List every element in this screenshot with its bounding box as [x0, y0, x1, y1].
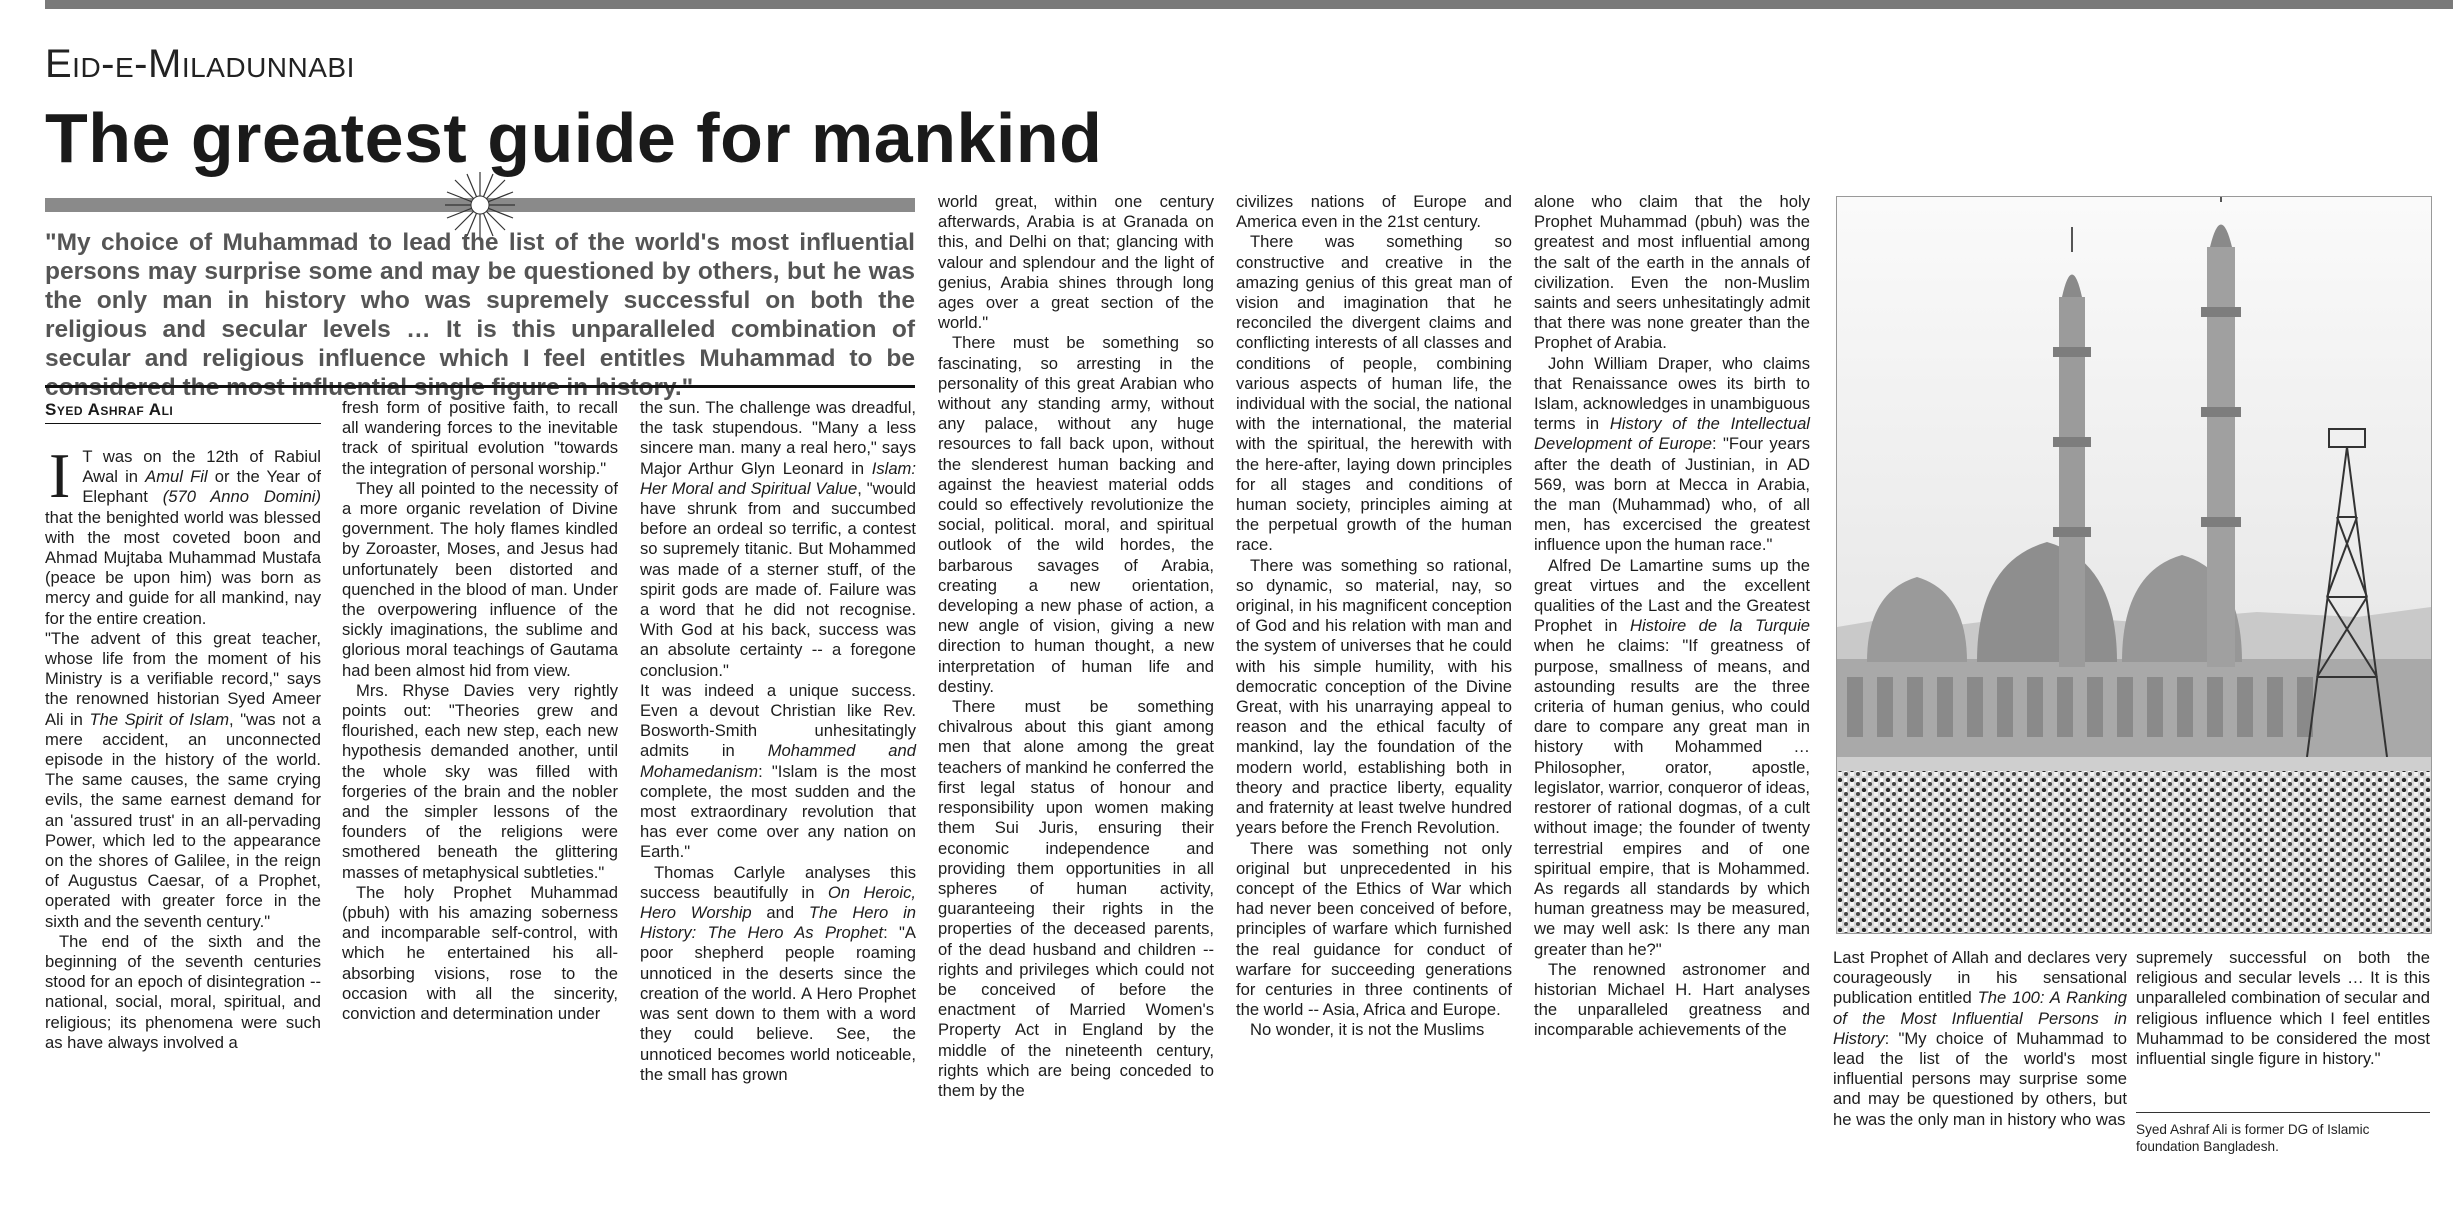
mosque-photo [1836, 196, 2432, 934]
paragraph: John William Draper, who claims that Renaissance owes its birth to Islam, acknowledges in unambiguous terms in History of the Intellectual Development of Europe: "Four years after the death of Justinian, in AD 569, was born at Mecca in Arabia, the man (Muhammad) who, of all men, has excercised the greatest influence upon the human race." [1534, 353, 1811, 555]
article-column-3 [640, 398, 916, 1085]
paragraph: There was something so rational, so dynamic, so material, nay, so original, in his magnificent conception of God and his relation with man and the system of universes that he could with his simple humility, with his democratic conception of the Divine Great, with his unarraying appeal to reason and the ethical faculty of mankind, lay the foundation of the modern world, establishing both in theory and practice liberty, equality and fraternity at least twelve hundred years before the French Revolution. [1236, 555, 1512, 838]
paragraph: Mrs. Rhyse Davies very rightly points out: "Theories grew and flourished, each new step, each new hypothesis demanded another, until the whole sky was filled with forgeries of the brain and the nobler and the simpler lessons of the founders of the religions were smothered beneath the glittering masses of metaphysical subtleties." [342, 680, 618, 882]
paragraph: "The advent of this great teacher, whose life from the moment of his Ministry is a verifiable record," says the renowned historian Syed Ameer Ali in The Spirit of Islam, "was not a mere accident, an unconnected episode in the history of the world. The same causes, the same crying evils, the same earnest demand for an 'assured trust' in an all-pervading Power, which led to the appearance on the shores of Galilee, in the reign of Augustus Caesar, of a Prophet, operated with greater force in the sixth and the seventh century." [45, 628, 322, 931]
pull-quote-bottom-rule [45, 385, 915, 388]
paragraph: There must be something so fascinating, so arresting in the personality of this great Arabian who without any standing army, without any palace, without any huge resources to fall back upon, without the slenderest human backing and against the heaviest material odds could so effectively revolutionize the social, political. moral, and spiritual outlook of the wild hordes, the barbarous savages of Arabia, creating a new orientation, developing a new phase of action, a new angle of vision, giving a new direction to human thought, a new interpretation of human life and destiny. [938, 333, 1214, 696]
paragraph: Alfred De Lamartine sums up the great virtues and the excellent qualities of the Last and the Greatest Prophet in Histoire de la Turquie when he claims: "If greatness of purpose, smallness of means, and astounding results are the three criteria of human genius, who could dare to compare any great man in history with Mohammed … Philosopher, orator, apostle, legislator, warrior, conqueror of ideas, restorer of rational dogmas, of a cult without image; the founder of twenty terrestrial empires and of one spiritual empire, that is Mohammed. As regards all standards by which human greatness may be measured, we may well ask: Is there any man greater than he?" [1534, 555, 1811, 959]
article-column-7 [1833, 948, 2127, 1130]
byline: Syed Ashraf Ali [45, 400, 174, 419]
paragraph: fresh form of positive faith, to recall all wandering forces to the inevitable track of spiritual evolution "towards the integration of personal worship." [342, 398, 618, 478]
paragraph: There was something not only original but unprecedented in his concept of the Ethics of War which had never been conceived of before, principles of warfare which furnished the real guidance for conduct of warfare for succeeding generations for centuries in three continents of the world -- Asia, Africa and Europe. [1236, 838, 1512, 1020]
article-column-5 [1236, 192, 1512, 1041]
paragraph: the sun. The challenge was dreadful, the task stupendous. "Many a less sincere man. many a real hero," says Major Arthur Glyn Leonard in Islam: Her Moral and Spiritual Value, "would have shrunk from and succumbed before an ordeal so terrific, a contest so supremely titanic. But Mohammed was made of a sterner stuff, of the spirit gods are made of. Failure was a word that he did not recognise. With God at his back, success was an absolute certainty -- a foregone conclusion." [640, 398, 916, 680]
paragraph: I T was on the 12th of Rabiul Awal in Amul Fil or the Year of Elephant (570 Anno Domini) that the benighted world was blessed with the most coveted boon and Ahmad Mujtaba Muhammad Mustafa (peace be upon him) was born as mercy and guide for all mankind, nay for the entire creation. [45, 440, 322, 628]
author-note-rule [2136, 1112, 2430, 1113]
paragraph: The end of the sixth and the beginning of the seventh centuries stood for an epoch of disintegration -- national, social, moral, spiritual, and religious; its phenomena were such as have always involved a [45, 931, 321, 1052]
paragraph: world great, within one century afterwards, Arabia is at Granada on this, and Delhi on that; glancing with valour and splendour and the light of genius, Arabia shines through long ages over a great section of the world." [938, 192, 1214, 333]
paragraph: The renowned astronomer and historian Michael H. Hart analyses the unparalleled greatness and incomparable achievements of the [1534, 959, 1810, 1040]
byline-rule [45, 423, 321, 424]
paragraph: supremely successful on both the religious and secular levels … It is this unparalleled combination of secular and religious influence which I feel entitles Muhammad to be considered the most influential single figure in history." [2136, 948, 2430, 1069]
drop-cap: I [49, 440, 71, 511]
article-column-8 [2136, 948, 2430, 1069]
author-note: Syed Ashraf Ali is former DG of Islamic foundation Bangladesh. [2136, 1122, 2370, 1154]
article-column-4 [938, 192, 1214, 1101]
paragraph: They all pointed to the necessity of a more organic revelation of Divine government. The holy flames kindled by Zoroaster, Moses, and Jesus had unfortunately been distorted and quenched in the blood of man. Under the overpowering influence of the sickly imaginations, the sublime and glorious moral teachings of Gautama had been almost hid from view. [342, 478, 618, 680]
paragraph: alone who claim that the holy Prophet Muhammad (pbuh) was the greatest and most influential among the salt of the earth in the annals of civilization. Even the non-Muslim saints and seers unhesitatingly admit that there was none greater than the Prophet of Arabia. [1534, 192, 1810, 353]
top-rule [45, 0, 2453, 9]
paragraph: Last Prophet of Allah and declares very courageously in his sensational publication entitled The 100: A Ranking of the Most Influential Persons in History: "My choice of Muhammad to lead the list of the world's most influential persons may surprise some and may be questioned by others, but he was the only man in history who was [1833, 948, 2127, 1129]
headline: The greatest guide for mankind [45, 99, 1103, 177]
pull-quote: "My choice of Muhammad to lead the list of the world's most influential persons may surprise some and may be questioned by others, but he was the only man in history who was supremely successful on both the religious and secular levels … It is this unparalleled combination of secular and religious influence which I feel entitles Muhammad to be [45, 229, 915, 372]
article-column-6 [1534, 192, 1810, 1041]
section-kicker: Eid-e-Miladunnabi [45, 42, 355, 86]
paragraph: It was indeed a unique success. Even a devout Christian like Rev. Bosworth-Smith unhesitatingly admits in Mohammed and Mohamedanism: "Islam is the most complete, the most sudden and the most extraordinary revolution that has ever come over any nation on Earth." [640, 680, 916, 862]
paragraph: No wonder, it is not the Muslims [1250, 1020, 1485, 1040]
paragraph: The holy Prophet Muhammad (pbuh) with his amazing soberness and incomparable self-control, with which he entertained his all-absorbing visions, rose to the occasion with all the sincerity, conviction and determination under [342, 882, 618, 1024]
paragraph: There was something so constructive and creative in the amazing genius of this great man of vision and imagination that he reconciled the divergent claims and conflicting interests of all classes and conditions of people, combining various aspects of human life, the individual with the social, the national with the international, the material with the spiritual, the herewith with the here-after, laying down principles for all stages and conditions of human society, principles aiming at the perpetual growth of the human race. [1236, 232, 1512, 555]
paragraph: Thomas Carlyle analyses this success beautifully in On Heroic, Hero Worship and The Hero in History: The Hero As Prophet: "A poor shepherd people roaming unnoticed in the deserts since the creation of the world. A Hero Prophet was sent down to them with a word they could believe. See, the unnoticed becomes world noticeable, the small has grown [640, 862, 916, 1084]
paragraph: civilizes nations of Europe and America even in the 21st century. [1236, 192, 1512, 232]
paragraph: There must be something chivalrous about this giant among men that alone among the great teachers of mankind he conferred the first legal status of honour and responsibility upon women making them Sui Juris, ensuring their economic independence and providing them opportunities in all spheres of human activity, guaranteeing their rights in the properties of the deceased parents, of the dead husband and children -- rights and privileges which could not be conceived of before the enactment of Married Women's Property Act in England by the middle of the nineteenth century, rights which are being conceded to them by the [938, 697, 1214, 1100]
article-column-1 [45, 440, 322, 1053]
article-column-2 [342, 398, 618, 1024]
